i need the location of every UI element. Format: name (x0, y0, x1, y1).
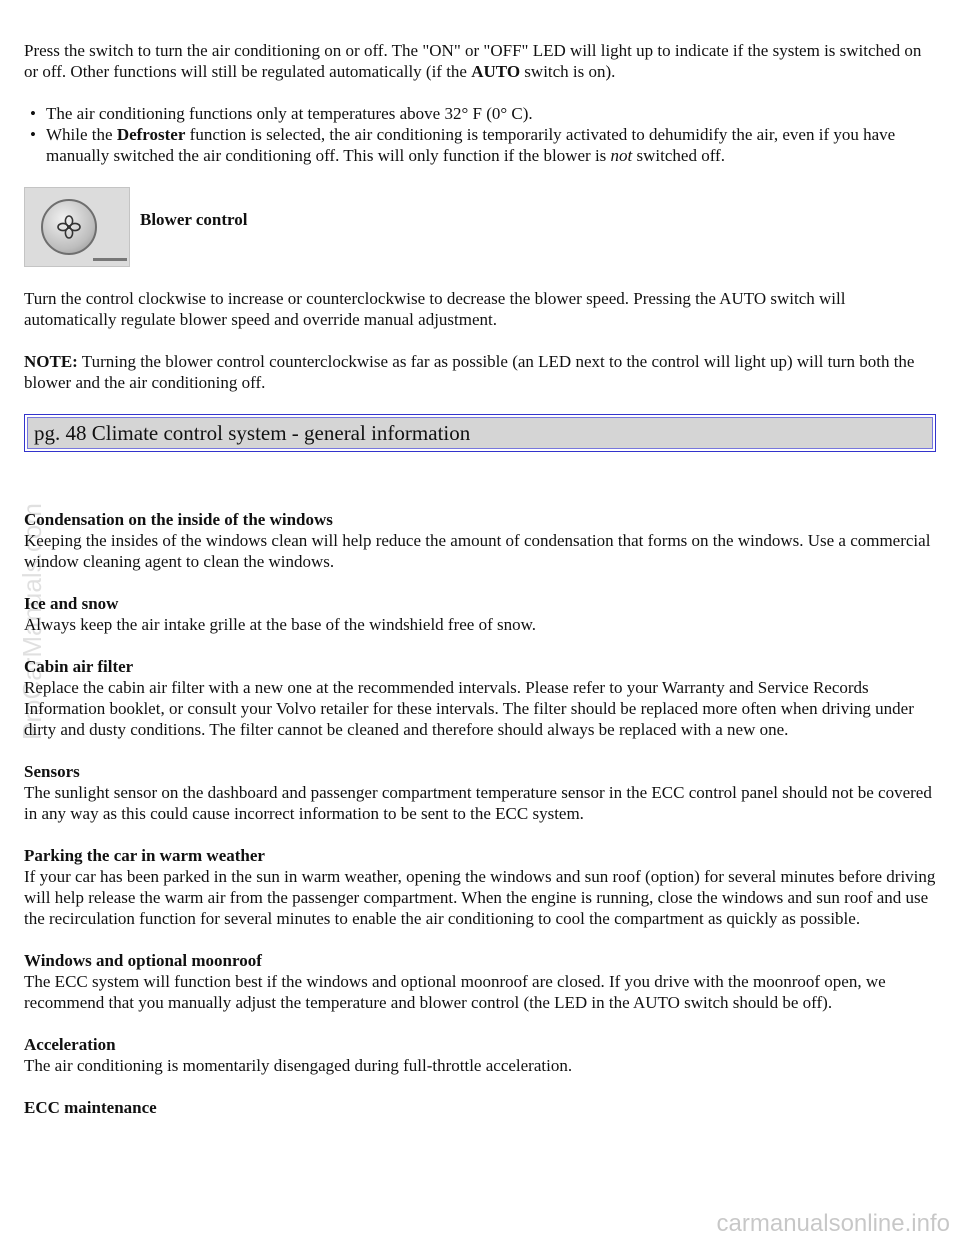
side-watermark: ProCarManuals.com (17, 503, 47, 740)
fan-icon (56, 214, 82, 240)
section-body: Keeping the insides of the windows clean will help reduce the amount of condensation that forms on the windows. Use a commercial window cleaning agent to clean the windows. (24, 531, 931, 571)
blower-control-heading (24, 187, 936, 267)
section-body: The sunlight sensor on the dashboard and passenger compartment temperature sensor in the ECC control panel should not be covered in any way as this could cause incorrect information to be sent to the ECC system. (24, 783, 932, 823)
blower-knob-icon (41, 199, 97, 255)
section-body: Replace the cabin air filter with a new one at the recommended intervals. Please refer to your Warranty and Service Records Information booklet, or consult your Volvo retailer for these intervals. The filter should be replaced more often when driving under dirty and dusty conditions. The filter cannot be cleaned and therefore should always be replaced with a new one. (24, 678, 914, 739)
section-header-bar (24, 414, 936, 452)
section-title: Windows and optional moonroof (24, 951, 262, 970)
section-title: Condensation on the inside of the windows (24, 510, 333, 529)
section-sensors (24, 761, 936, 824)
text-run: function is selected, the air conditioning is temporarily activated to dehumidify the air, even if you have manually switched the air conditioning off. This will only function if the blower is (46, 125, 896, 165)
text-run: switch is on). (520, 62, 616, 81)
section-acceleration (24, 1034, 936, 1076)
section-body: The air conditioning is momentarily disengaged during full-throttle acceleration. (24, 1056, 573, 1075)
ecc-maintenance-heading: ECC maintenance (24, 1098, 157, 1117)
section-title: Cabin air filter (24, 657, 134, 676)
section-title: Sensors (24, 762, 80, 781)
auto-keyword: AUTO (471, 62, 521, 81)
section-body: Always keep the air intake grille at the base of the windshield free of snow. (24, 615, 537, 634)
footer-watermark: carmanualsonline.info (716, 1210, 950, 1237)
list-item (24, 124, 936, 166)
note-label: NOTE: (24, 352, 78, 371)
section-ice-snow (24, 593, 936, 635)
section-body: If your car has been parked in the sun in warm weather, opening the windows and sun roof (option) for several minutes before driving will help release the warm air from the passenger compartment. When the engine is running, close the windows and sun roof and use the recirculation function for several minutes to enable the air conditioning to cool the compartment as quickly as possible. (24, 867, 936, 928)
text-run: Turning the blower control counterclockwise as far as possible (an LED next to the control will light up) will turn both the blower and the air conditioning off. (24, 352, 915, 392)
blower-control-title: Blower control (140, 210, 248, 229)
blower-paragraph: Turn the control clockwise to increase or counterclockwise to decrease the blower speed. Pressing the AUTO switch will automatically regulate blower speed and override manual adjustment. (24, 289, 846, 329)
list-item (24, 103, 936, 124)
section-moonroof (24, 950, 936, 1013)
text-run: The air conditioning functions only at temperatures above 32° F (0° C). (46, 104, 533, 123)
text-run: While the (46, 125, 117, 144)
section-header-title: pg. 48 Climate control system - general information (27, 417, 933, 449)
emphasis: not (610, 146, 633, 165)
ac-switch-paragraph (24, 40, 936, 82)
section-condensation (24, 509, 936, 572)
defroster-keyword: Defroster (116, 125, 186, 144)
ac-notes-list (24, 103, 936, 166)
section-cabin-filter (24, 656, 936, 740)
section-title: Ice and snow (24, 594, 119, 613)
blower-knob-image (24, 187, 130, 267)
text-run: switched off. (632, 146, 725, 165)
text-run: Press the switch to turn the air conditioning on or off. The "ON" or "OFF" LED will light up to indicate if the system is switched on or off. Other functions will still be regulated automatically (if the (24, 41, 922, 81)
section-title: Acceleration (24, 1035, 116, 1054)
section-title: Parking the car in warm weather (24, 846, 265, 865)
section-parking-warm (24, 845, 936, 929)
section-body: The ECC system will function best if the windows and optional moonroof are closed. If you drive with the moonroof open, we recommend that you manually adjust the temperature and blower control (the LED in the AUTO switch should be off). (24, 972, 886, 1012)
manual-page (17, 40, 936, 1118)
led-indicator (93, 258, 127, 261)
note-paragraph (24, 351, 936, 393)
